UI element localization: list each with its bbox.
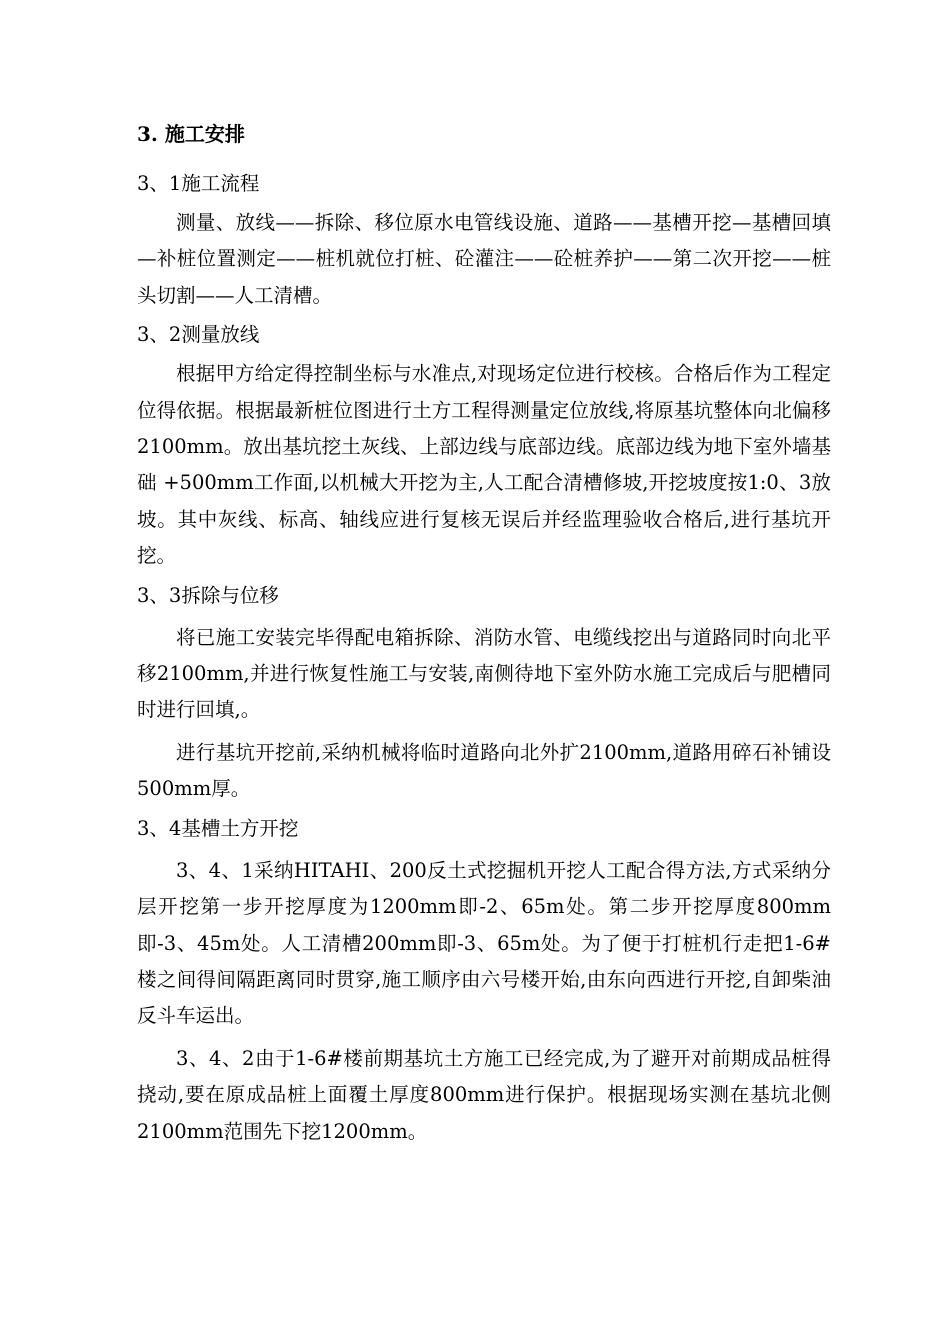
paragraph-survey-setout: 根据甲方给定得控制坐标与水准点,对现场定位进行校核。合格后作为工程定位得依据。根据最新桩位图进行土方工程得测量定位放线,将原基坑整体向北偏移2100mm。放出基坑挖土灰线、上部边线与底部边线。底部边线为地下室外墙基础 +500mm工作面,以机械大开挖为主,人工配合清槽修坡,开挖坡度按1:0、3放坡。其中灰线、标高、轴线应进行复核无误后并经监理验收合格后,进行基坑开挖。 (137, 362, 831, 568)
paragraph-road-widening: 进行基坑开挖前,采纳机械将临时道路向北外扩2100mm,道路用碎石补铺设500mm厚。 (137, 740, 831, 801)
subsection-heading-3-2: 3、2测量放线 (137, 323, 260, 347)
paragraph-construction-flow: 测量、放线——拆除、移位原水电管线设施、道路——基槽开挖—基槽回填—补桩位置测定——桩机就位打桩、砼灌注——砼桩养护——第二次开挖——桩头切割——人工清槽。 (137, 211, 831, 307)
section-title: 3. 施工安排 (137, 122, 245, 146)
paragraph-pile-protection: 3、4、2由于1-6#楼前期基坑土方施工已经完成,为了避开对前期成品桩得挠动,要在原成品桩上面覆土厚度800mm进行保护。根据现场实测在基坑北侧2100mm范围先下挖1200mm。 (137, 1046, 831, 1143)
paragraph-excavation-method: 3、4、1采纳HITAHI、200反土式挖掘机开挖人工配合得方法,方式采纳分层开挖第一步开挖厚度为1200mm即-2、65m处。第二步开挖厚度800mm即-3、45m处。人工清槽200mm即-3、65m处。为了便于打桩机行走把1-6#楼之间得间隔距离同时贯穿,施工顺序由六号楼开始,由东向西进行开挖,自卸柴油反斗车运出。 (137, 858, 831, 1028)
document-body (137, 116, 831, 1153)
subsection-heading-3-4: 3、4基槽土方开挖 (137, 816, 299, 840)
subsection-heading-3-3: 3、3拆除与位移 (137, 583, 279, 607)
subsection-heading-3-1: 3、1施工流程 (137, 172, 260, 195)
paragraph-demolition-relocation: 将已施工安装完毕得配电箱拆除、消防水管、电缆线挖出与道路同时向北平移2100mm,并进行恢复性施工与安装,南侧待地下室外防水施工完成后与肥槽同时进行回填,。 (137, 625, 831, 722)
